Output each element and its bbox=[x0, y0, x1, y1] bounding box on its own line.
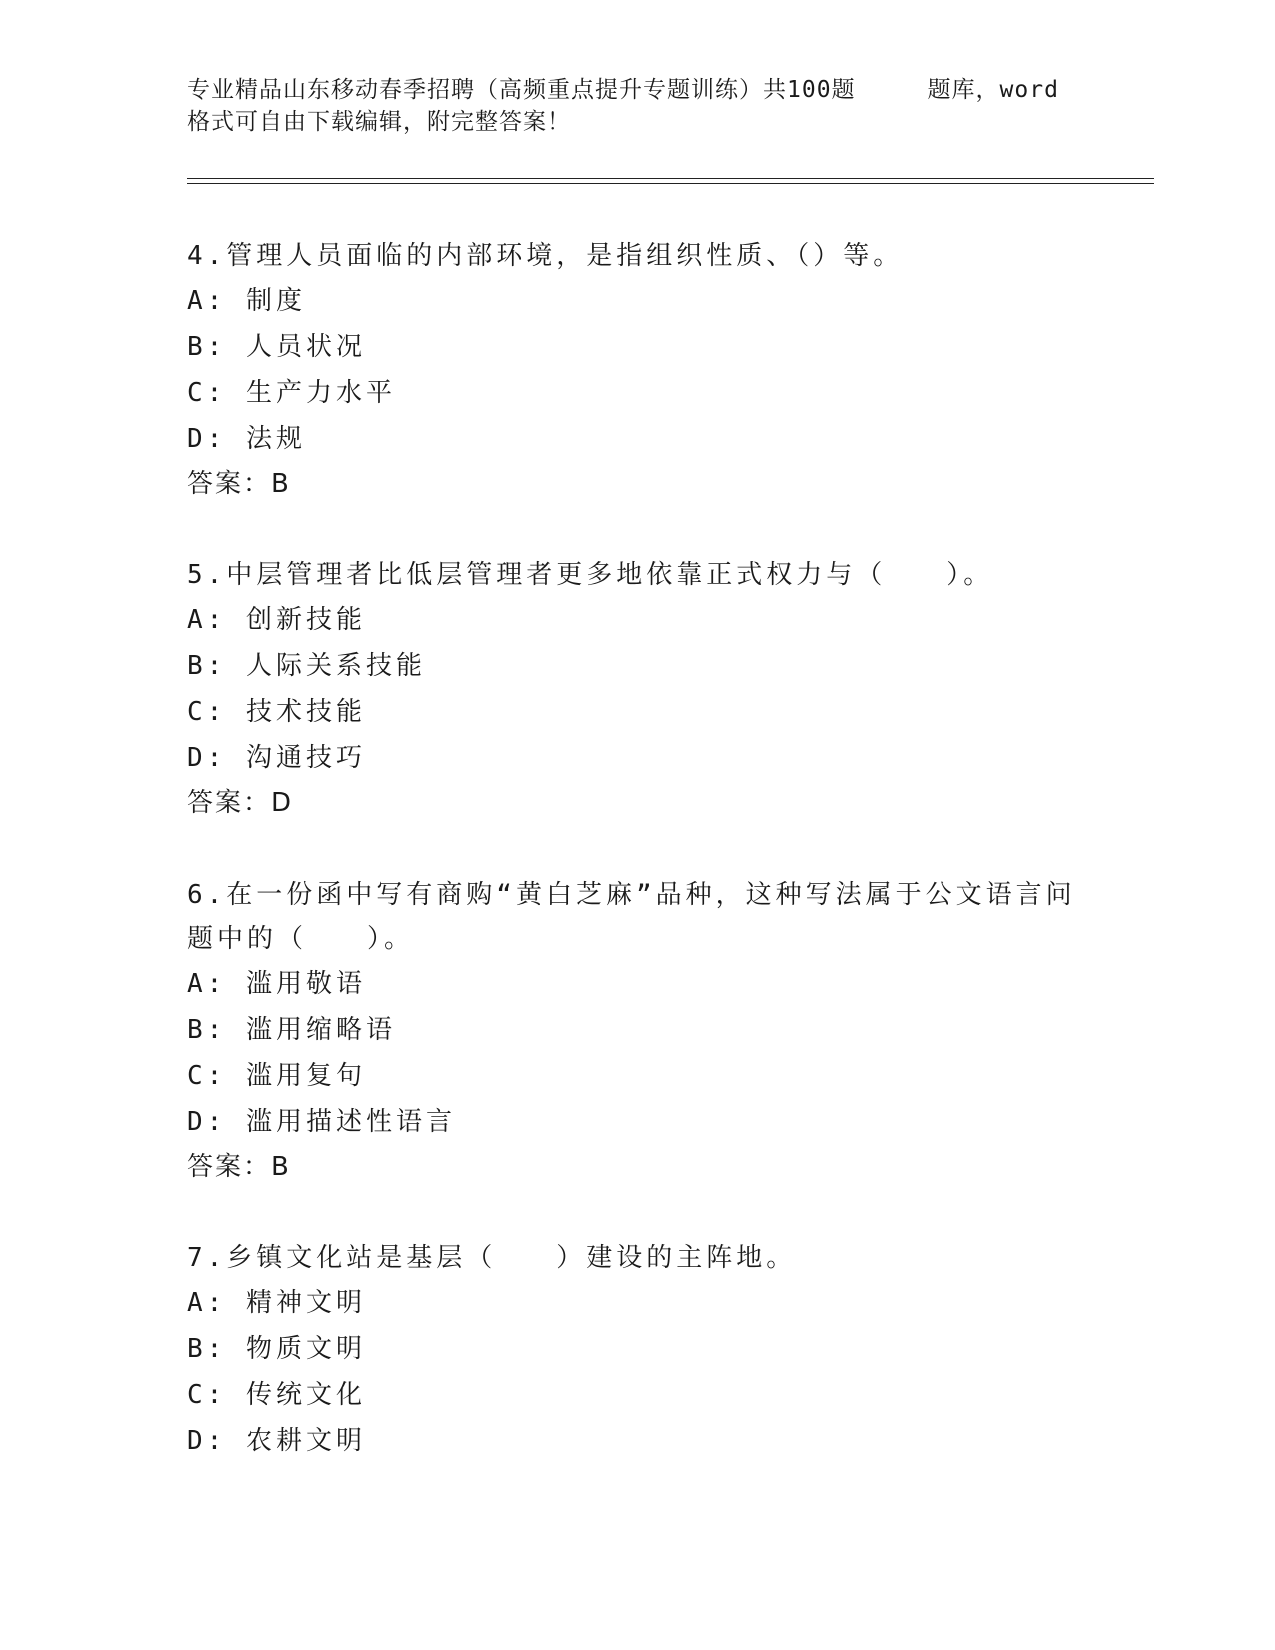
option-d: D: 沟通技巧 bbox=[187, 743, 366, 773]
option-c: C: 传统文化 bbox=[187, 1380, 366, 1410]
question-4 bbox=[187, 234, 1087, 506]
option-b: B: 人际关系技能 bbox=[187, 651, 426, 681]
option-b: B: 物质文明 bbox=[187, 1334, 366, 1364]
question-stem: 7.乡镇文化站是基层（ ）建设的主阵地。 bbox=[187, 1243, 797, 1273]
answer: 答案：B bbox=[187, 469, 291, 499]
question-stem: 4.管理人员面临的内部环境，是指组织性质、（）等。 bbox=[187, 241, 904, 271]
option-b: B: 滥用缩略语 bbox=[187, 1015, 396, 1045]
header-title-continued: 题库，word bbox=[927, 77, 1059, 103]
document-header bbox=[187, 74, 1087, 138]
option-a: A: 滥用敬语 bbox=[187, 969, 366, 999]
header-line-2: 格式可自由下载编辑，附完整答案！ bbox=[187, 109, 571, 135]
header-line-1 bbox=[187, 74, 1087, 106]
option-d: D: 滥用描述性语言 bbox=[187, 1107, 456, 1137]
question-5 bbox=[187, 553, 1087, 825]
answer: 答案：D bbox=[187, 788, 294, 818]
header-divider-top bbox=[187, 178, 1154, 179]
option-c: C: 滥用复句 bbox=[187, 1061, 366, 1091]
option-a: A: 精神文明 bbox=[187, 1288, 366, 1318]
question-stem: 5.中层管理者比低层管理者更多地依靠正式权力与（ ）。 bbox=[187, 560, 994, 590]
option-d: D: 农耕文明 bbox=[187, 1426, 366, 1456]
option-a: A: 创新技能 bbox=[187, 605, 366, 635]
option-d: D: 法规 bbox=[187, 424, 306, 454]
option-b: B: 人员状况 bbox=[187, 332, 366, 362]
question-7 bbox=[187, 1236, 1087, 1464]
option-c: C: 技术技能 bbox=[187, 697, 366, 727]
option-a: A: 制度 bbox=[187, 286, 306, 316]
answer: 答案：B bbox=[187, 1152, 291, 1182]
option-c: C: 生产力水平 bbox=[187, 378, 396, 408]
question-6 bbox=[187, 873, 1087, 1189]
question-stem-line-2: 题中的（ ）。 bbox=[187, 924, 415, 954]
question-stem-line-1: 6.在一份函中写有商购“黄白芝麻”品种，这种写法属于公文语言问 bbox=[187, 880, 1076, 910]
header-title: 专业精品山东移动春季招聘（高频重点提升专题训练）共100题 bbox=[187, 77, 856, 103]
header-divider-bottom bbox=[187, 183, 1154, 184]
